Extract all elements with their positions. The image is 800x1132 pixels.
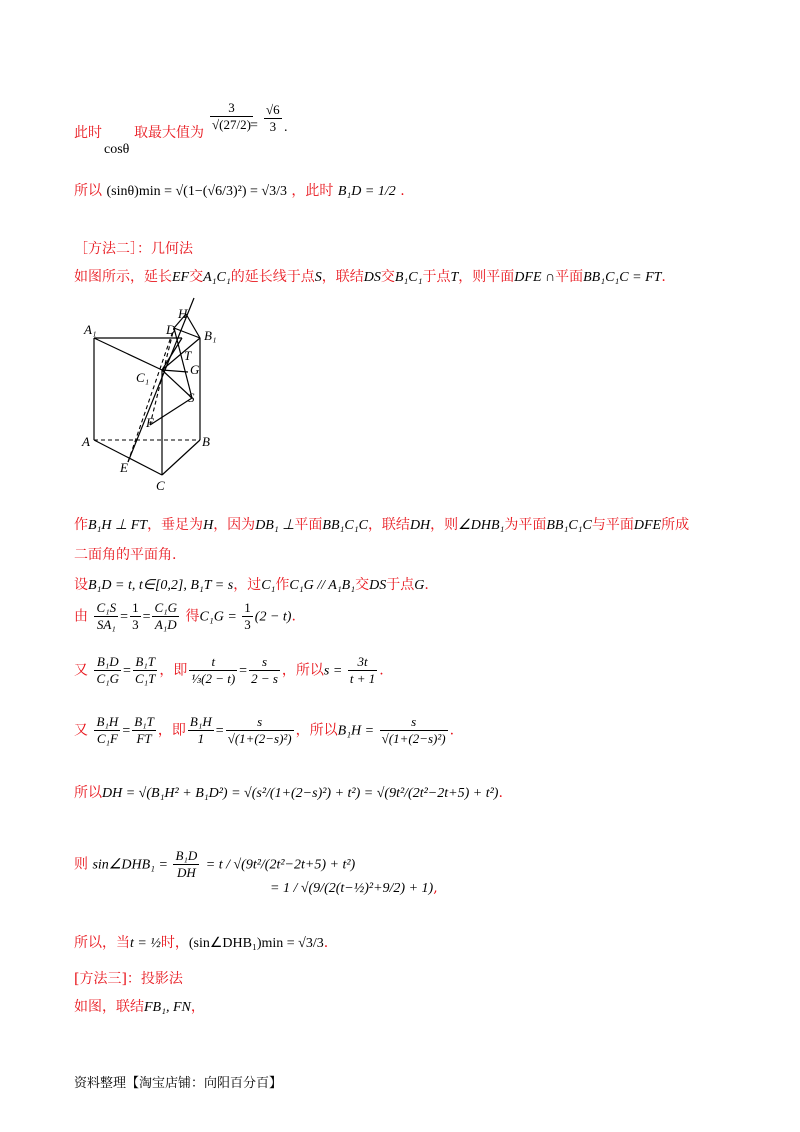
m: sin∠DHB₁ = bbox=[92, 857, 172, 873]
n: C₁G bbox=[154, 600, 178, 615]
d: FT bbox=[132, 730, 156, 747]
t: . bbox=[291, 608, 296, 625]
d: C₁T bbox=[134, 671, 156, 686]
frac bbox=[94, 714, 120, 747]
t: ，则 bbox=[430, 517, 459, 533]
m: = t / √(9t²/(2t²−2t+5) + t²) bbox=[205, 857, 356, 873]
label-d: D bbox=[166, 322, 176, 337]
m: B₁D = t, t∈[0,2], B₁T = s bbox=[88, 578, 234, 593]
t: . bbox=[661, 269, 666, 285]
t: 于点 bbox=[422, 269, 451, 285]
n: C₁S bbox=[96, 600, 117, 615]
t: 设 bbox=[74, 577, 88, 593]
t: . bbox=[449, 722, 455, 739]
t: . bbox=[379, 662, 384, 679]
label-a: A bbox=[82, 434, 90, 449]
d: A₁D bbox=[152, 616, 179, 633]
t: ，过 bbox=[233, 577, 262, 593]
method-three-heading: [方法三]：投影法 bbox=[74, 971, 183, 987]
m: DS bbox=[363, 270, 381, 285]
frac bbox=[130, 600, 141, 633]
t: 如图所示，延长 bbox=[74, 269, 172, 285]
t: . bbox=[323, 935, 329, 951]
dh-expression: DH = √(B₁H² + B₁D²) = √(s²/(1+(2−s)²) + t²) = √(9t²/(2t²−2t+5) + t²) bbox=[102, 786, 499, 801]
n: s bbox=[411, 714, 417, 729]
frac bbox=[242, 600, 253, 633]
eq: = bbox=[142, 609, 151, 625]
condition: B₁D = 1/2 bbox=[337, 184, 396, 199]
t: ，垂足为 bbox=[147, 517, 204, 533]
n: B₁D bbox=[175, 848, 198, 863]
m: s = bbox=[323, 663, 346, 679]
cos-theta: cosθ bbox=[104, 142, 130, 157]
t: 于点 bbox=[386, 577, 415, 593]
t: 由 bbox=[74, 608, 88, 625]
label-b: B bbox=[202, 434, 210, 449]
m: B₁C₁ bbox=[394, 270, 423, 285]
t: , bbox=[433, 880, 438, 896]
frac bbox=[226, 714, 294, 747]
n: t bbox=[211, 654, 216, 669]
t: ，联结 bbox=[321, 269, 364, 285]
t: 如图，联结 bbox=[74, 999, 144, 1015]
eq: = bbox=[120, 609, 129, 625]
t: 所成 bbox=[661, 517, 690, 533]
m: H bbox=[203, 518, 214, 533]
d: √(1+(2−s)²) bbox=[227, 731, 292, 746]
d: DH bbox=[173, 864, 199, 881]
prefix: 此时 bbox=[74, 125, 102, 141]
label-e: E bbox=[120, 460, 128, 475]
method-two-heading: ［方法二］：几何法 bbox=[74, 241, 193, 257]
frac bbox=[94, 654, 121, 687]
n: 3t bbox=[357, 654, 368, 669]
t: ，即 bbox=[159, 662, 188, 679]
period: . bbox=[284, 120, 288, 135]
frac bbox=[249, 654, 280, 687]
t: ，即 bbox=[157, 722, 186, 739]
text-line-11b bbox=[270, 880, 438, 897]
frac bbox=[132, 714, 156, 747]
text-line-12 bbox=[74, 932, 328, 952]
text-line-9 bbox=[74, 714, 454, 747]
label-f: F bbox=[146, 415, 154, 430]
eq: = bbox=[239, 663, 248, 679]
n: B₁T bbox=[135, 654, 156, 669]
d: 3 bbox=[244, 617, 251, 632]
m: DFE ∩ bbox=[514, 270, 556, 285]
m: C₁G // A₁B₁ bbox=[289, 578, 356, 593]
label-h: H bbox=[178, 306, 188, 321]
m: ∠DHB₁ bbox=[458, 518, 505, 533]
t: 得 bbox=[185, 608, 200, 625]
period: . bbox=[400, 183, 405, 199]
equals: = bbox=[250, 118, 258, 133]
m: B₁H = bbox=[337, 723, 378, 739]
label-a1: A₁ bbox=[84, 322, 97, 337]
label-c: C bbox=[156, 478, 165, 493]
frac bbox=[348, 654, 377, 687]
t: ，则平面 bbox=[458, 269, 515, 285]
label-b1: B₁ bbox=[204, 328, 217, 343]
t: 又 bbox=[74, 662, 88, 679]
m: DH bbox=[409, 518, 431, 533]
n: 1 bbox=[132, 600, 139, 615]
text-line-2 bbox=[74, 180, 405, 200]
frac bbox=[188, 714, 214, 747]
d: √(1+(2−s)²) bbox=[381, 731, 446, 746]
frac bbox=[173, 848, 199, 881]
t: . bbox=[498, 785, 503, 801]
m: t = ½ bbox=[130, 936, 161, 951]
n: B₁D bbox=[96, 654, 119, 669]
frac bbox=[133, 654, 157, 687]
t: 所以 bbox=[74, 785, 102, 801]
m: DFE bbox=[633, 518, 662, 533]
text-line-4 bbox=[74, 514, 689, 534]
d: SA₁ bbox=[94, 616, 118, 633]
d: t + 1 bbox=[349, 671, 376, 686]
frac bbox=[380, 714, 448, 747]
m: S bbox=[314, 270, 322, 285]
mid-text: ，此时 bbox=[291, 183, 334, 199]
n: s bbox=[257, 714, 263, 729]
n: B₁T bbox=[134, 714, 154, 729]
text-line-7 bbox=[74, 600, 296, 633]
m: (2 − t) bbox=[254, 609, 292, 625]
n: B₁H bbox=[96, 714, 119, 729]
text-line-3 bbox=[74, 266, 666, 286]
frac bbox=[152, 600, 179, 633]
t: 所以，当 bbox=[74, 935, 130, 951]
t: 平面 bbox=[294, 517, 323, 533]
t: 作 bbox=[74, 517, 88, 533]
t: 交 bbox=[355, 577, 370, 593]
t: 为平面 bbox=[504, 517, 547, 533]
eq: = bbox=[215, 723, 224, 739]
m: DB₁ ⊥ bbox=[255, 518, 295, 533]
max-value-fraction: $\frac{3}{√(27/2)}$ bbox=[212, 100, 251, 132]
frac bbox=[189, 654, 237, 687]
result-fraction: $\frac{√6}{3}$ bbox=[266, 102, 280, 134]
n: B₁H bbox=[189, 714, 212, 729]
mid-text: 取最大值为 bbox=[134, 125, 204, 141]
m: A₁C₁ bbox=[203, 270, 231, 285]
m: C₁G = bbox=[199, 609, 241, 625]
sin-min-expression: (sinθ)min = √(1−(√6/3)²) = √3/3 bbox=[106, 184, 287, 199]
label-c1: C₁ bbox=[136, 370, 150, 385]
m: B₁H ⊥ FT bbox=[88, 518, 148, 533]
m: DS bbox=[369, 578, 387, 593]
t: 又 bbox=[74, 722, 88, 739]
t: 则 bbox=[74, 856, 88, 873]
d: 3 bbox=[132, 617, 139, 632]
d: C₁F bbox=[94, 730, 120, 747]
d: 2 − s bbox=[251, 671, 278, 686]
t: 平面 bbox=[555, 269, 584, 285]
frac bbox=[94, 600, 118, 633]
n: 1 bbox=[244, 600, 251, 615]
m: (sin∠DHB₁)min = √3/3 bbox=[188, 936, 324, 951]
m: EF bbox=[172, 270, 190, 285]
n: s bbox=[261, 654, 268, 669]
text-line-5: 二面角的平面角. bbox=[74, 547, 177, 563]
m: G bbox=[414, 578, 425, 593]
m: T bbox=[450, 270, 459, 285]
t: 时， bbox=[160, 935, 189, 951]
d: 1 bbox=[188, 730, 214, 747]
m: = 1 / √(9/(2(t−½)²+9/2) + 1) bbox=[270, 881, 434, 896]
eq: = bbox=[122, 723, 131, 739]
eq: = bbox=[123, 663, 131, 679]
d: C₁G bbox=[96, 671, 120, 686]
m: BB₁C₁C bbox=[322, 518, 368, 533]
t: ，联结 bbox=[367, 517, 410, 533]
text-line-8 bbox=[74, 654, 384, 687]
label-t: T bbox=[184, 348, 192, 363]
text-line-10 bbox=[74, 782, 503, 802]
d: ⅓(2 − t) bbox=[191, 671, 236, 686]
m: C₁ bbox=[261, 578, 276, 593]
t: 与平面 bbox=[591, 517, 634, 533]
label-s: S bbox=[188, 390, 195, 405]
text-line-13 bbox=[74, 996, 205, 1016]
t: 作 bbox=[275, 577, 290, 593]
footer-source: 资料整理【淘宝店铺：向阳百分百】 bbox=[74, 1076, 283, 1091]
prefix: 所以 bbox=[74, 183, 102, 199]
m: BB₁C₁C bbox=[546, 518, 592, 533]
m: FB₁, FN bbox=[144, 1000, 191, 1015]
prism-figure bbox=[74, 290, 254, 500]
t: ，所以 bbox=[295, 722, 338, 739]
text-line-11 bbox=[74, 848, 355, 881]
t: ，所以 bbox=[281, 662, 324, 679]
m: BB₁C₁C = FT bbox=[583, 270, 662, 285]
t: ，因为 bbox=[213, 517, 256, 533]
text-line-6 bbox=[74, 574, 429, 594]
t: ， bbox=[190, 999, 205, 1015]
label-g: G bbox=[190, 362, 200, 377]
t: . bbox=[424, 577, 429, 593]
t: 交 bbox=[189, 269, 204, 285]
t: 交 bbox=[380, 269, 395, 285]
t: 的延长线于点 bbox=[230, 269, 315, 285]
